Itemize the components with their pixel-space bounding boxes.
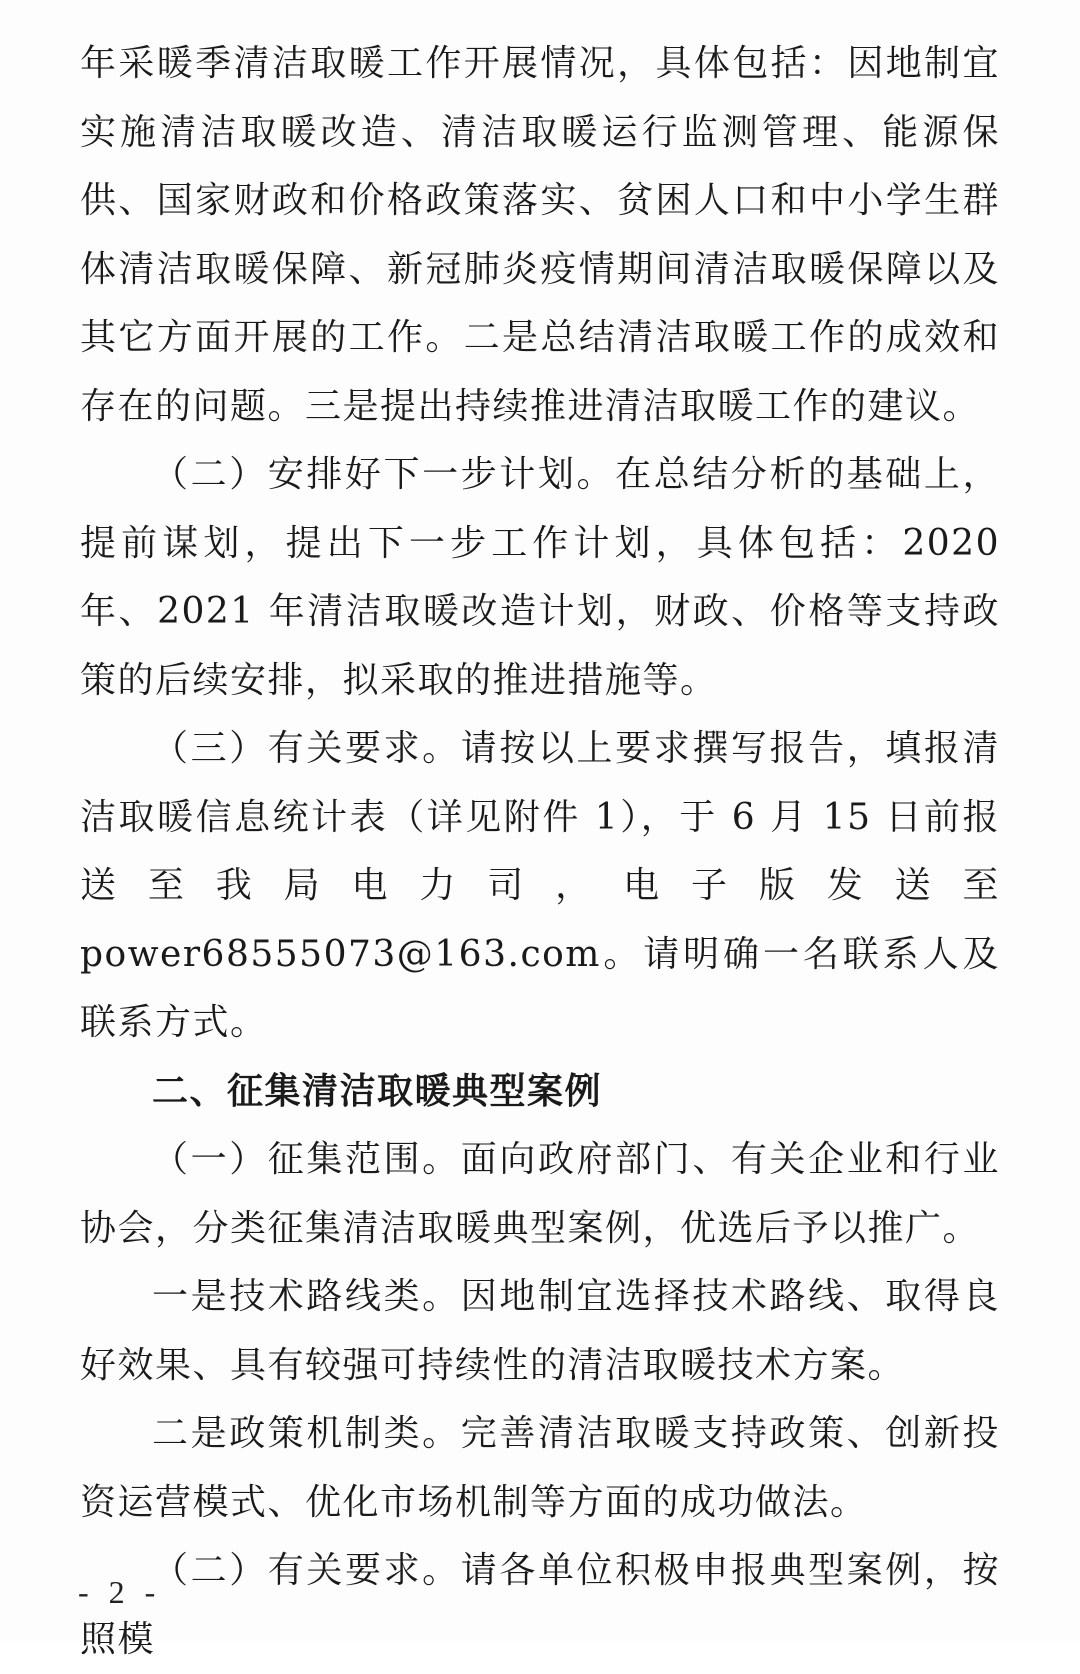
paragraph-technical-route: 一是技术路线类。因地制宜选择技术路线、取得良好效果、具有较强可持续性的清洁取暖技术方案。 — [80, 1276, 1000, 1386]
paragraph-case-requirements: （二）有关要求。请各单位积极申报典型案例，按照模 — [80, 1550, 1000, 1660]
paragraph-policy-mechanism: 二是政策机制类。完善清洁取暖支持政策、创新投资运营模式、优化市场机制等方面的成功做法。 — [80, 1413, 1000, 1523]
paragraph-collection-scope: （一）征集范围。面向政府部门、有关企业和行业协会，分类征集清洁取暖典型案例，优选后予以推广。 — [80, 1139, 1000, 1249]
page-number: - 2 - — [78, 1574, 162, 1610]
paragraph-reporting-requirements: （三）有关要求。请按以上要求撰写报告，填报清洁取暖信息统计表（详见附件 1），于 6 月 15 日前报送至我局电力司，电子版发送至 power68555073@163.com。请明确一名联系人及联系方式。 — [80, 728, 1000, 1043]
document-body — [80, 30, 1000, 1674]
paragraph-heating-season-summary: 年采暖季清洁取暖工作开展情况，具体包括：因地制宜实施清洁取暖改造、清洁取暖运行监测管理、能源保供、国家财政和价格政策落实、贫困人口和中小学生群体清洁取暖保障、新冠肺炎疫情期间清洁取暖保障以及其它方面开展的工作。二是总结清洁取暖工作的成效和存在的问题。三是提出持续推进清洁取暖工作的建议。 — [80, 43, 1000, 427]
section-heading-typical-cases: 二、征集清洁取暖典型案例 — [152, 1070, 603, 1112]
paragraph-next-step-plan: （二）安排好下一步计划。在总结分析的基础上，提前谋划，提出下一步工作计划，具体包括：2020 年、2021 年清洁取暖改造计划，财政、价格等支持政策的后续安排，拟采取的推进措施等。 — [80, 454, 1000, 701]
